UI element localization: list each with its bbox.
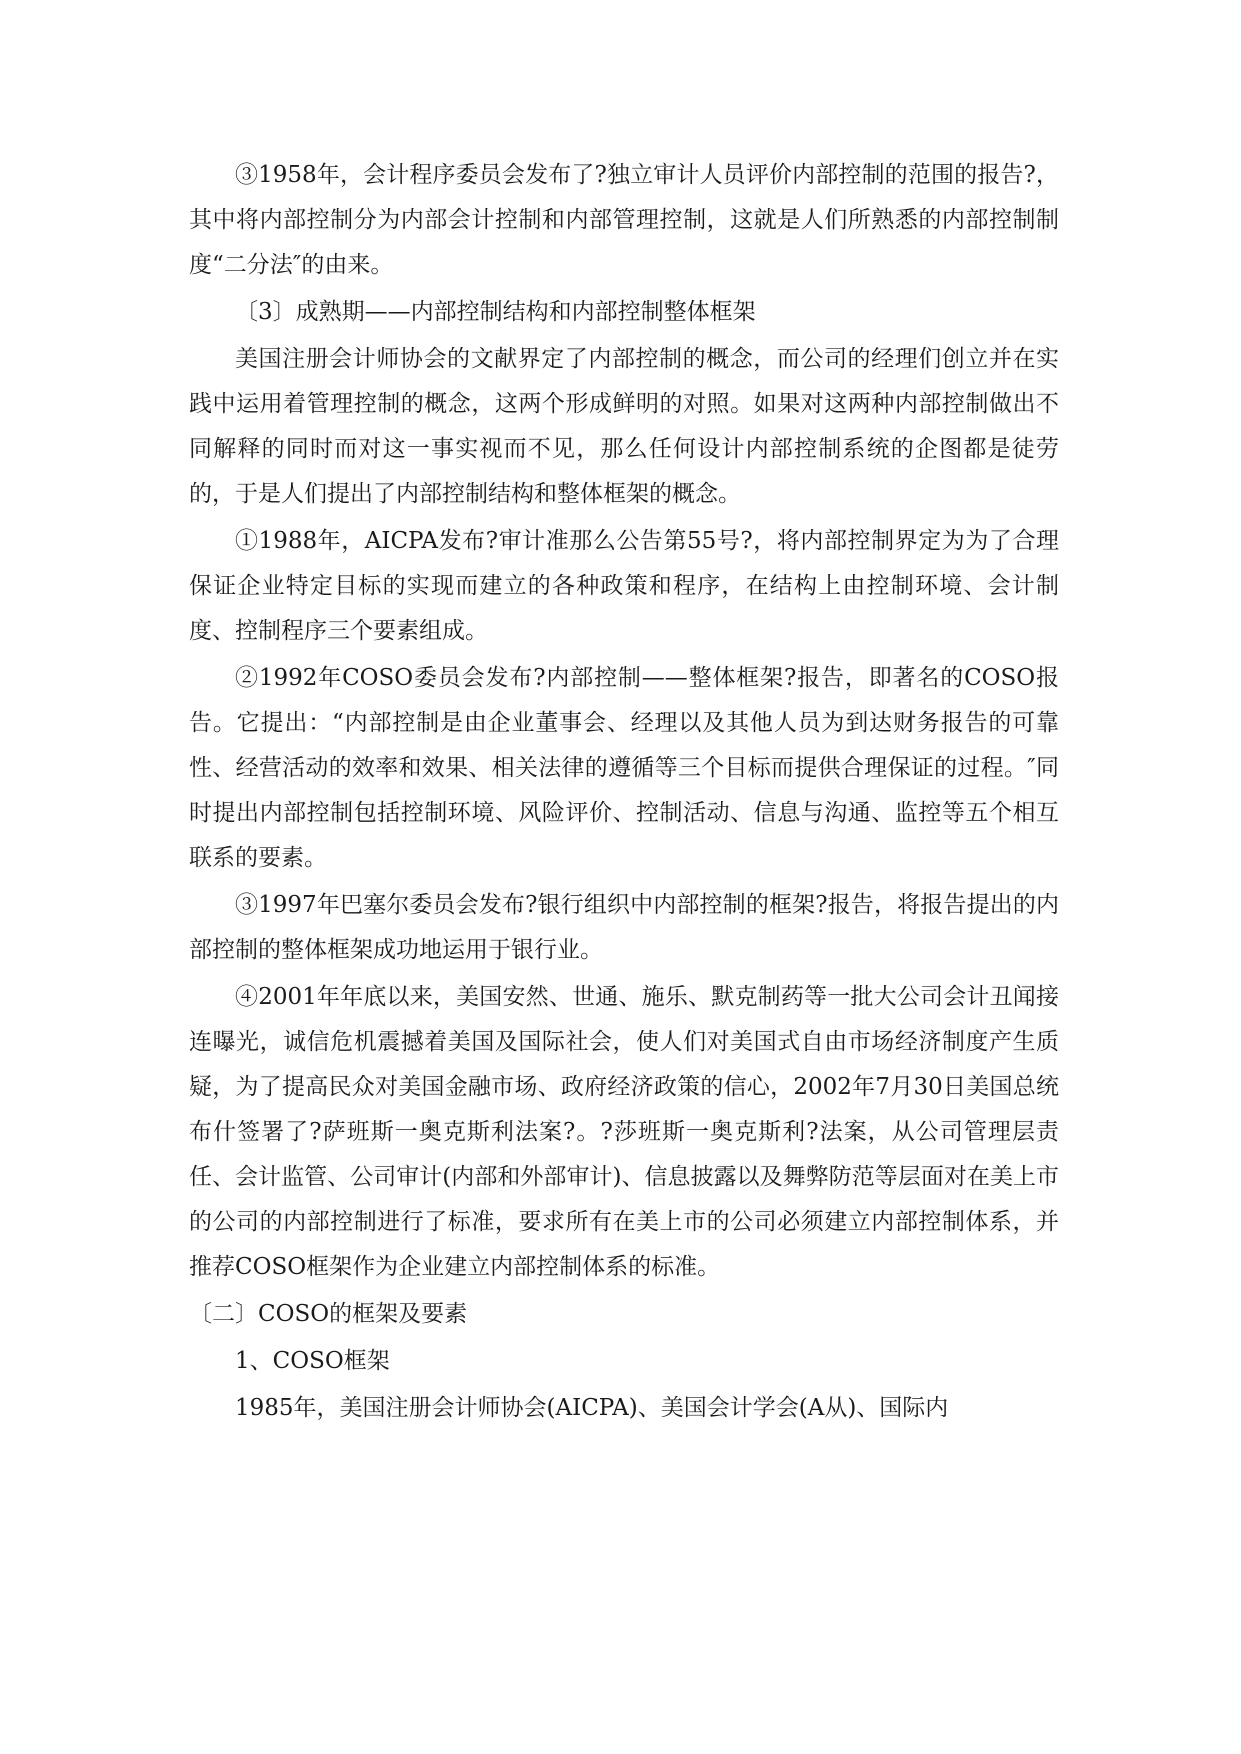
paragraph-1997-basel: ③1997年巴塞尔委员会发布?银行组织中内部控制的框架?报告，将报告提出的内部控制的整体框架成功地运用于银行业。 xyxy=(189,892,1059,963)
section-heading-coso-framework-elements: 〔二〕COSO的框架及要素 xyxy=(189,1301,468,1327)
document-body xyxy=(189,153,1059,1433)
subsection-heading-coso-framework: 1、COSO框架 xyxy=(235,1348,390,1374)
paragraph-1992-coso: ②1992年COSO委员会发布?内部控制——整体框架?报告，即著名的COSO报告。它提出：“内部控制是由企业董事会、经理以及其他人员为到达财务报告的可靠性、经营活动的效率和效果、相关法律的遵循等三个目标而提供合理保证的过程。″同时提出内部控制包括控制环境、风险评价、控制活动、信息与沟通、监控等五个相互联系的要素。 xyxy=(189,665,1059,871)
paragraph-2001-sox: ④2001年年底以来，美国安然、世通、施乐、默克制药等一批大公司会计丑闻接连曝光，诚信危机震撼着美国及国际社会，使人们对美国式自由市场经济制度产生质疑，为了提高民众对美国金融市场、政府经济政策的信心，2002年7月30日美国总统布什签署了?萨班斯一奥克斯利法案?。?莎班斯一奥克斯利?法案，从公司管理层责任、会计监管、公司审计(内部和外部审计)、信息披露以及舞弊防范等层面对在美上市的公司的内部控制进行了标准，要求所有在美上市的公司必须建立内部控制体系，并推荐COSO框架作为企业建立内部控制体系的标准。 xyxy=(189,984,1059,1280)
section-heading-maturity-period: 〔3〕成熟期——内部控制结构和内部控制整体框架 xyxy=(235,299,756,325)
paragraph-1985-aicpa: 1985年，美国注册会计师协会(AICPA)、美国会计学会(A从)、国际内 xyxy=(235,1395,949,1421)
paragraph-1988-aicpa: ①1988年，AICPA发布?审计准那么公告第55号?，将内部控制界定为为了合理保证企业特定目标的实现而建立的各种政策和程序，在结构上由控制环境、会计制度、控制程序三个要素组成。 xyxy=(189,528,1059,644)
paragraph-concept-contrast: 美国注册会计师协会的文献界定了内部控制的概念，而公司的经理们创立并在实践中运用着管理控制的概念，这两个形成鲜明的对照。如果对这两种内部控制做出不同解释的同时而对这一事实视而不见，那么任何设计内部控制系统的企图都是徒劳的，于是人们提出了内部控制结构和整体框架的概念。 xyxy=(189,346,1059,507)
paragraph-1958-report: ③1958年，会计程序委员会发布了?独立审计人员评价内部控制的范围的报告?，其中将内部控制分为内部会计控制和内部管理控制，这就是人们所熟悉的内部控制制度“二分法″的由来。 xyxy=(189,162,1059,278)
